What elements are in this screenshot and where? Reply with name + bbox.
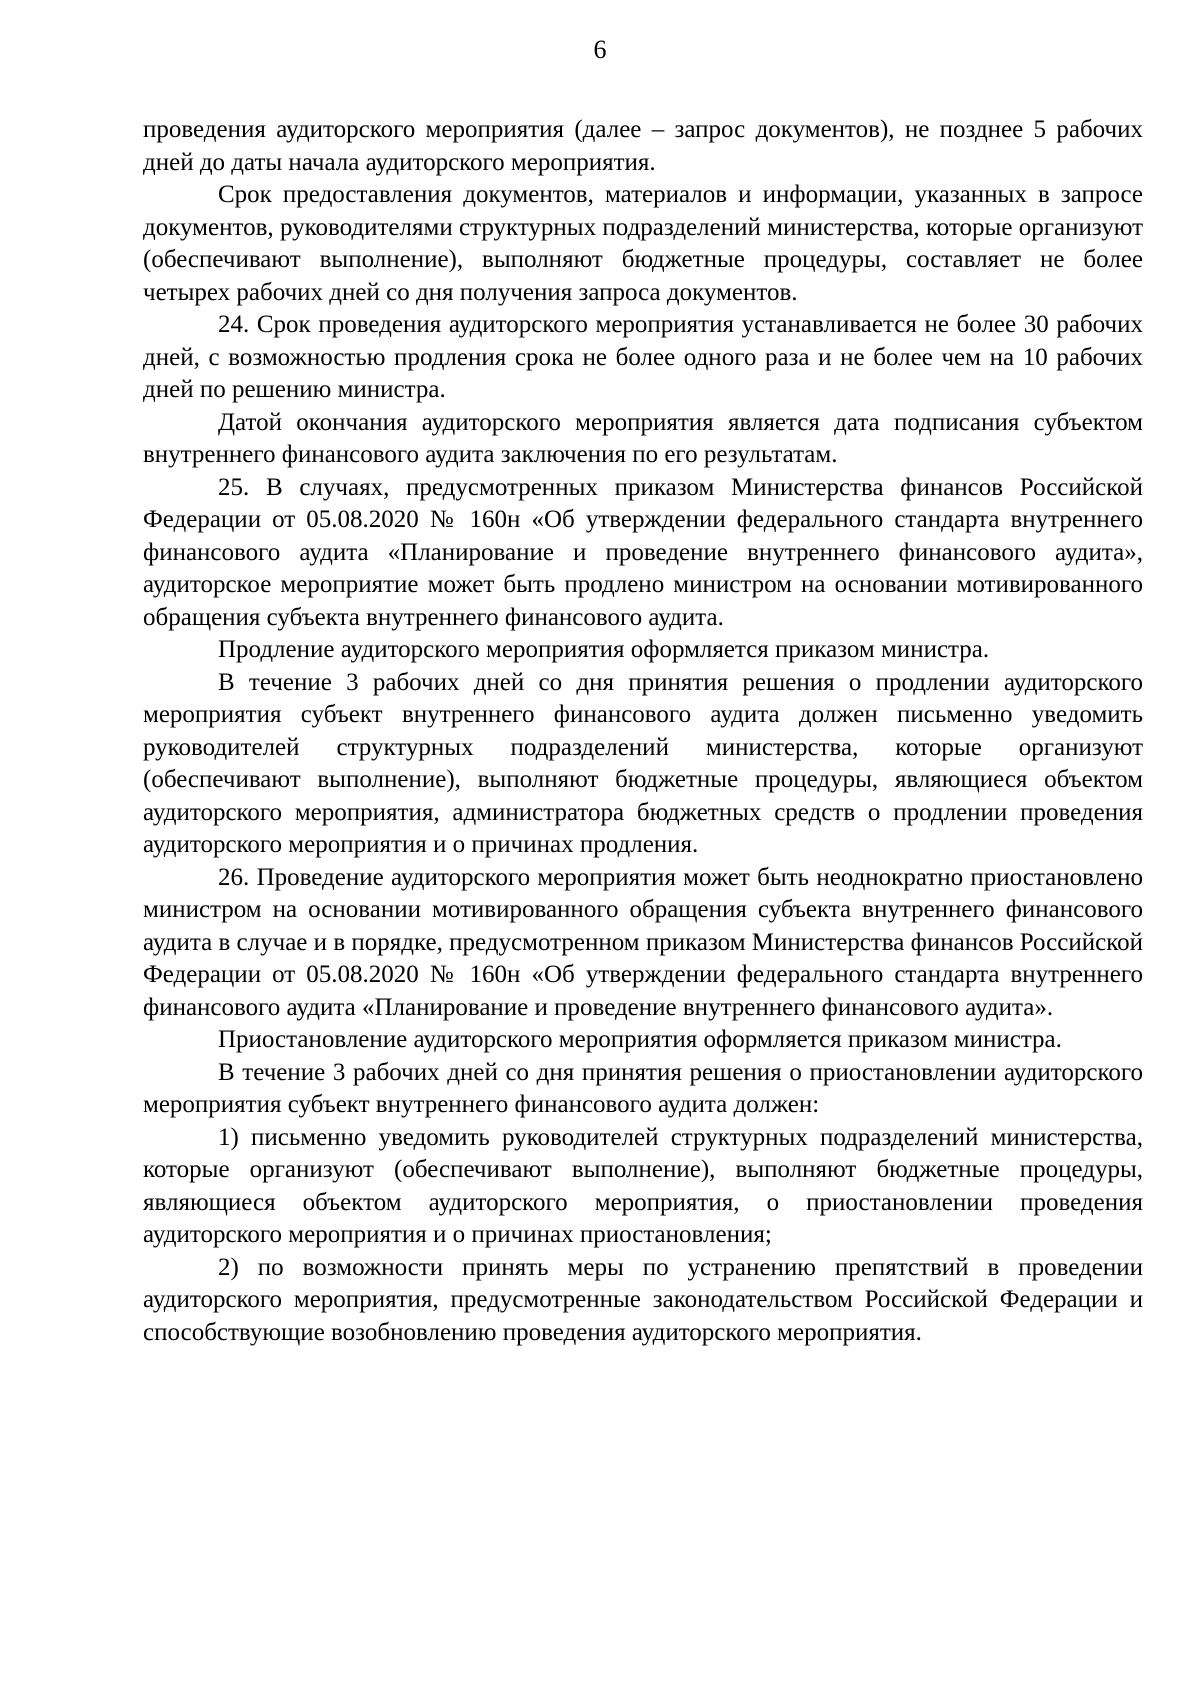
paragraph: В течение 3 рабочих дней со дня принятия решения о продлении аудиторского мероприятия субъект внутреннего финансового аудита должен письменно уведомить руководителей структурных подразделений министерства, которые организуют (обеспечивают выполнение), выполняют бюджетные процедуры, являющиеся объектом аудиторского мероприятия, администратора бюджетных средств о продлении проведения аудиторского мероприятия и о причинах продления. xyxy=(143,668,1143,858)
paragraph: 26. Проведение аудиторского мероприятия может быть неоднократно приостановлено министром на основании мотивированного обращения субъекта внутреннего финансового аудита в случае и в порядке, предусмотренном приказом Министерства финансов Российской Федерации от 05.08.2020 № 160н «Об утверждении федерального стандарта внутреннего финансового аудита «Планирование и проведение внутреннего финансового аудита». xyxy=(143,863,1143,1021)
paragraph: 25. В случаях, предусмотренных приказом Министерства финансов Российской Федерации от 05.08.2020 № 160н «Об утверждении федерального стандарта внутреннего финансового аудита «Планирование и проведение внутреннего финансового аудита», аудиторское мероприятие может быть продлено министром на основании мотивированного обращения субъекта внутреннего финансового аудита. xyxy=(143,473,1143,631)
paragraph: Срок предоставления документов, материалов и информации, указанных в запросе документов, руководителями структурных подразделений министерства, которые организуют (обеспечивают выполнение), выполняют бюджетные процедуры, составляет не более четырех рабочих дней со дня получения запроса документов. xyxy=(143,181,1143,306)
page-number: 6 xyxy=(593,35,607,64)
document-body xyxy=(143,114,1143,1349)
paragraph: 24. Срок проведения аудиторского мероприятия устанавливается не более 30 рабочих дней, с возможностью продления срока не более одного раза и не более чем на 10 рабочих дней по решению министра. xyxy=(143,311,1143,403)
paragraph: В течение 3 рабочих дней со дня принятия решения о приостановлении аудиторского мероприятия субъект внутреннего финансового аудита должен: xyxy=(143,1058,1143,1118)
paragraph: Продление аудиторского мероприятия оформляется приказом министра. xyxy=(218,636,990,663)
paragraph: 2) по возможности принять меры по устранению препятствий в проведении аудиторского мероприятия, предусмотренные законодательством Российской Федерации и способствующие возобновлению проведения аудиторского мероприятия. xyxy=(143,1253,1143,1346)
paragraph: проведения аудиторского мероприятия (далее – запрос документов), не позднее 5 рабочих дней до даты начала аудиторского мероприятия. xyxy=(143,116,1143,176)
paragraph: Датой окончания аудиторского мероприятия является дата подписания субъектом внутреннего финансового аудита заключения по его результатам. xyxy=(143,408,1143,468)
paragraph: 1) письменно уведомить руководителей структурных подразделений министерства, которые организуют (обеспечивают выполнение), выполняют бюджетные процедуры, являющиеся объектом аудиторского мероприятия, о приостановлении проведения аудиторского мероприятия и о причинах приостановления; xyxy=(143,1123,1143,1248)
paragraph: Приостановление аудиторского мероприятия оформляется приказом министра. xyxy=(218,1026,1062,1053)
